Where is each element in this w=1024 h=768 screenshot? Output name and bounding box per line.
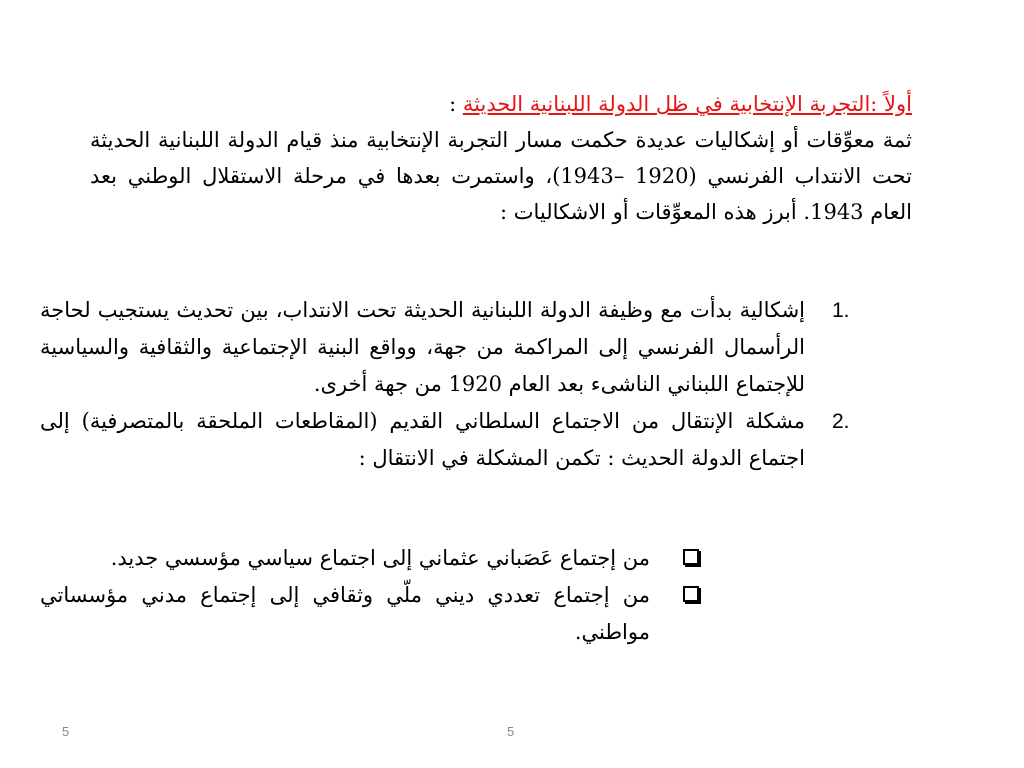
numbered-item-text: إشكالية بدأت مع وظيفة الدولة اللبنانية الحديثة تحت الانتداب، بين تحديث يستجيب لحاجة الرأسمال الفرنسي إلى المراكمة من جهة، وواقع البنية الإجتماعية والثقافية والسياسية للإجتماع اللبناني الناشىء بعد العام 1920 من جهة أخرى. xyxy=(40,298,805,396)
numbered-item-1 xyxy=(40,292,872,403)
bullet-item-1 xyxy=(40,540,707,577)
bullet-item-text: من إجتماع تعددي ديني ملّي وثقافي إلى إجتماع مدني مؤسساتي مواطني. xyxy=(40,583,650,644)
checkbox-bullet-icon xyxy=(683,549,699,565)
intro-paragraph: ثمة معوِّقات أو إشكاليات عديدة حكمت مسار التجربة الإنتخابية منذ قيام الدولة اللبنانية الحديثة تحت الانتداب الفرنسي (1920 –1943)، واستمرت بعدها في مرحلة الاستقلال الوطني بعد العام 1943. أبرز هذه المعوِّقات أو الاشكاليات : xyxy=(90,128,912,224)
numbered-list xyxy=(40,292,872,477)
slide-number-left: 5 xyxy=(62,724,70,739)
section-heading-line xyxy=(90,86,912,122)
numbered-item-text: مشكلة الإنتقال من الاجتماع السلطاني القديم (المقاطعات الملحقة بالمتصرفية) إلى اجتماع الدولة الحديث : تكمن المشكلة في الانتقال : xyxy=(40,409,805,470)
intro-block xyxy=(90,86,912,230)
checkbox-bullet-icon xyxy=(683,586,699,602)
slide-number-center: 5 xyxy=(507,724,515,739)
numbered-item-2 xyxy=(40,403,872,477)
section-heading-colon: : xyxy=(449,92,463,116)
numbered-marker: 2. xyxy=(832,410,850,433)
section-heading: أولاً :التجربة الإنتخابية في ظل الدولة اللبنانية الحديثة xyxy=(462,92,912,116)
bullet-list xyxy=(40,540,707,651)
numbered-marker: 1. xyxy=(832,299,850,322)
bullet-item-text: من إجتماع عَصَباني عثماني إلى اجتماع سياسي مؤسسي جديد. xyxy=(110,546,650,570)
bullet-item-2 xyxy=(40,577,707,651)
